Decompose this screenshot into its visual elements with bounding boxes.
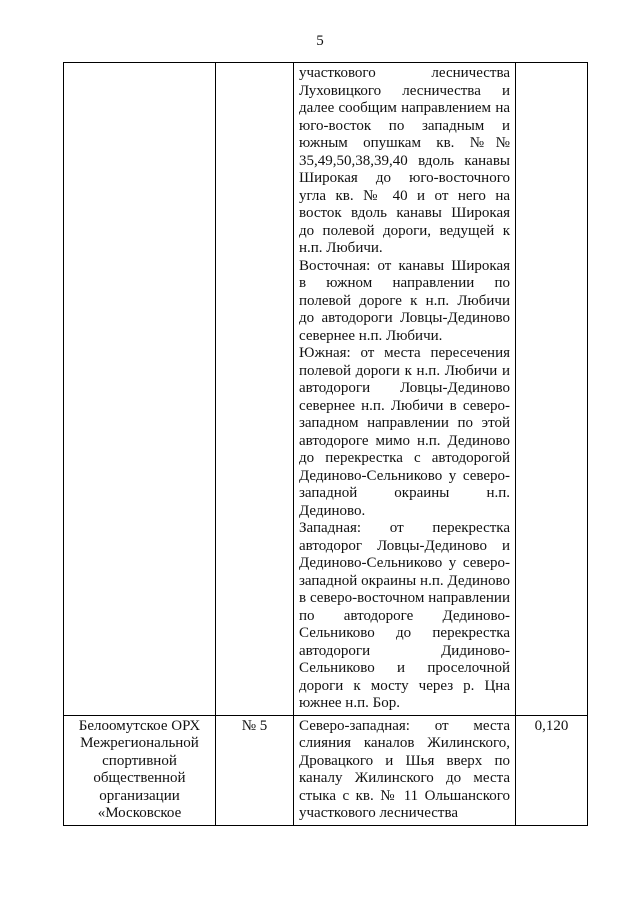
- organization-cell: [64, 63, 216, 716]
- area-cell: 0,120: [516, 715, 588, 825]
- area-cell: [516, 63, 588, 716]
- boundary-paragraph: Западная: от перекрестка автодорог Ловцы-Дединово и Дединово-Сельниково у северо-западной окраины н.п. Дединово в северо-восточном направлении по автодороге Дединово-Сельниково до перекрестка автодороги Дидиново-Сельниково и проселочной дороги к мосту через р. Цна южнее н.п. Бор.: [299, 520, 510, 711]
- page-number: 5: [316, 33, 324, 49]
- number-cell: № 5: [216, 715, 294, 825]
- boundary-paragraph: Южная: от места пересечения полевой дороги к н.п. Любичи и автодороги Ловцы-Дединово севернее н.п. Любичи в северо-западном направлении по этой автодороге мимо н.п. Дединово до перекрестка с автодорогой Дединово-Сельниково у северо-западной окраины н.п. Дединово.: [299, 345, 510, 519]
- boundary-paragraph: участкового лесничества Луховицкого лесничества и далее сообщим направлением на юго-восток по западным и южным опушкам кв. №№ 35,49,50,38,39,40 вдоль канавы Широкая до юго-восточного угла кв. № 40 и от него на восток вдоль канавы Широкая до полевой дороги, ведущей к н.п. Любичи.: [299, 65, 510, 256]
- boundaries-cell: [294, 63, 516, 716]
- organization-cell: Белоомутское ОРХ Межрегиональной спортивной общественной организации «Московское: [64, 715, 216, 825]
- table-row: [64, 63, 588, 716]
- boundaries-cell: [294, 715, 516, 825]
- number-cell: [216, 63, 294, 716]
- hunting-grounds-table: [63, 62, 588, 826]
- table-row: [64, 715, 588, 825]
- boundary-paragraph: Северо-западная: от места слияния каналов Жилинского, Дровацкого и Шья вверх по каналу Жилинского до места стыка с кв. № 11 Ольшанского участкового лесничества: [299, 717, 510, 821]
- boundary-paragraph: Восточная: от канавы Широкая в южном направлении по полевой дороге к н.п. Любичи до автодороги Ловцы-Дединово севернее н.п. Любичи.: [299, 257, 510, 344]
